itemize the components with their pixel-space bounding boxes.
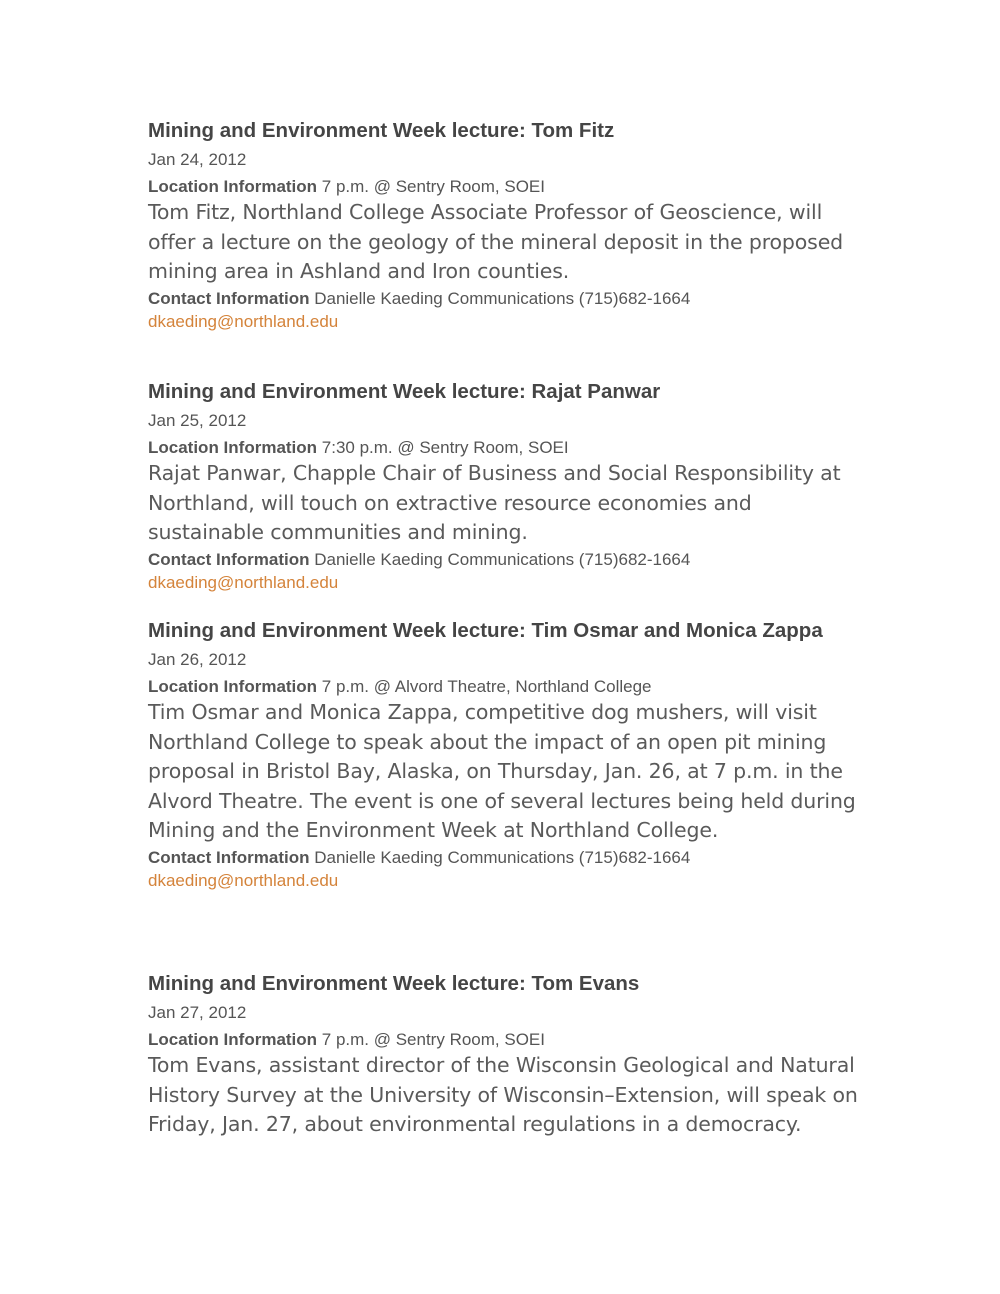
contact-value: Danielle Kaeding Communications (715)682-1664 [309, 549, 691, 569]
event-rajat-panwar [148, 378, 868, 594]
event-title: Mining and Environment Week lecture: Rajat Panwar [148, 380, 661, 403]
location-value: 7 p.m. @ Alvord Theatre, Northland College [317, 677, 652, 696]
contact-label: Contact Information [148, 847, 310, 867]
contact-email-link[interactable]: dkaeding@northland.edu [148, 870, 339, 890]
event-location [148, 176, 868, 198]
location-label: Location Information [148, 177, 318, 196]
event-tom-evans [148, 970, 868, 1140]
event-tom-fitz [148, 117, 868, 333]
event-title: Mining and Environment Week lecture: Tom Fitz [148, 119, 615, 142]
contact-email-link[interactable]: dkaeding@northland.edu [148, 311, 339, 331]
event-tim-osmar-monica-zappa [148, 617, 868, 892]
event-date: Jan 24, 2012 [148, 150, 247, 169]
contact-value: Danielle Kaeding Communications (715)682-1664 [309, 847, 691, 867]
contact-label: Contact Information [148, 549, 310, 569]
location-value: 7 p.m. @ Sentry Room, SOEI [317, 177, 545, 196]
event-description: Tim Osmar and Monica Zappa, competitive dog mushers, will visit Northland College to speak about the impact of an open pit mining proposal in Bristol Bay, Alaska, on Thursday, Jan. 26, at 7 p.m. in the Alvord Theatre. The event is one of several lectures being held during Mining and the Environment Week at Northland College. [148, 700, 856, 842]
location-label: Location Information [148, 438, 318, 457]
location-value: 7 p.m. @ Sentry Room, SOEI [317, 1030, 545, 1049]
event-description: Tom Fitz, Northland College Associate Professor of Geoscience, will offer a lecture on the geology of the mineral deposit in the proposed mining area in Ashland and Iron counties. [148, 200, 844, 283]
event-description: Tom Evans, assistant director of the Wisconsin Geological and Natural History Survey at the University of Wisconsin–Extension, will speak on Friday, Jan. 27, about environmental regulations in a democracy. [148, 1053, 858, 1136]
event-date: Jan 26, 2012 [148, 650, 247, 669]
contact-value: Danielle Kaeding Communications (715)682-1664 [309, 288, 691, 308]
location-label: Location Information [148, 1030, 318, 1049]
event-location [148, 437, 868, 459]
event-description: Rajat Panwar, Chapple Chair of Business and Social Responsibility at Northland, will touch on extractive resource economies and sustainable communities and mining. [148, 461, 841, 544]
event-location [148, 676, 868, 698]
event-contact [148, 548, 748, 594]
contact-label: Contact Information [148, 288, 310, 308]
event-location [148, 1029, 868, 1051]
event-title: Mining and Environment Week lecture: Tom Evans [148, 972, 640, 995]
location-label: Location Information [148, 677, 318, 696]
event-contact [148, 846, 748, 892]
event-contact [148, 287, 748, 333]
contact-email-link[interactable]: dkaeding@northland.edu [148, 572, 339, 592]
location-value: 7:30 p.m. @ Sentry Room, SOEI [317, 438, 569, 457]
event-date: Jan 25, 2012 [148, 411, 247, 430]
event-date: Jan 27, 2012 [148, 1003, 247, 1022]
event-title: Mining and Environment Week lecture: Tim Osmar and Monica Zappa [148, 619, 823, 642]
